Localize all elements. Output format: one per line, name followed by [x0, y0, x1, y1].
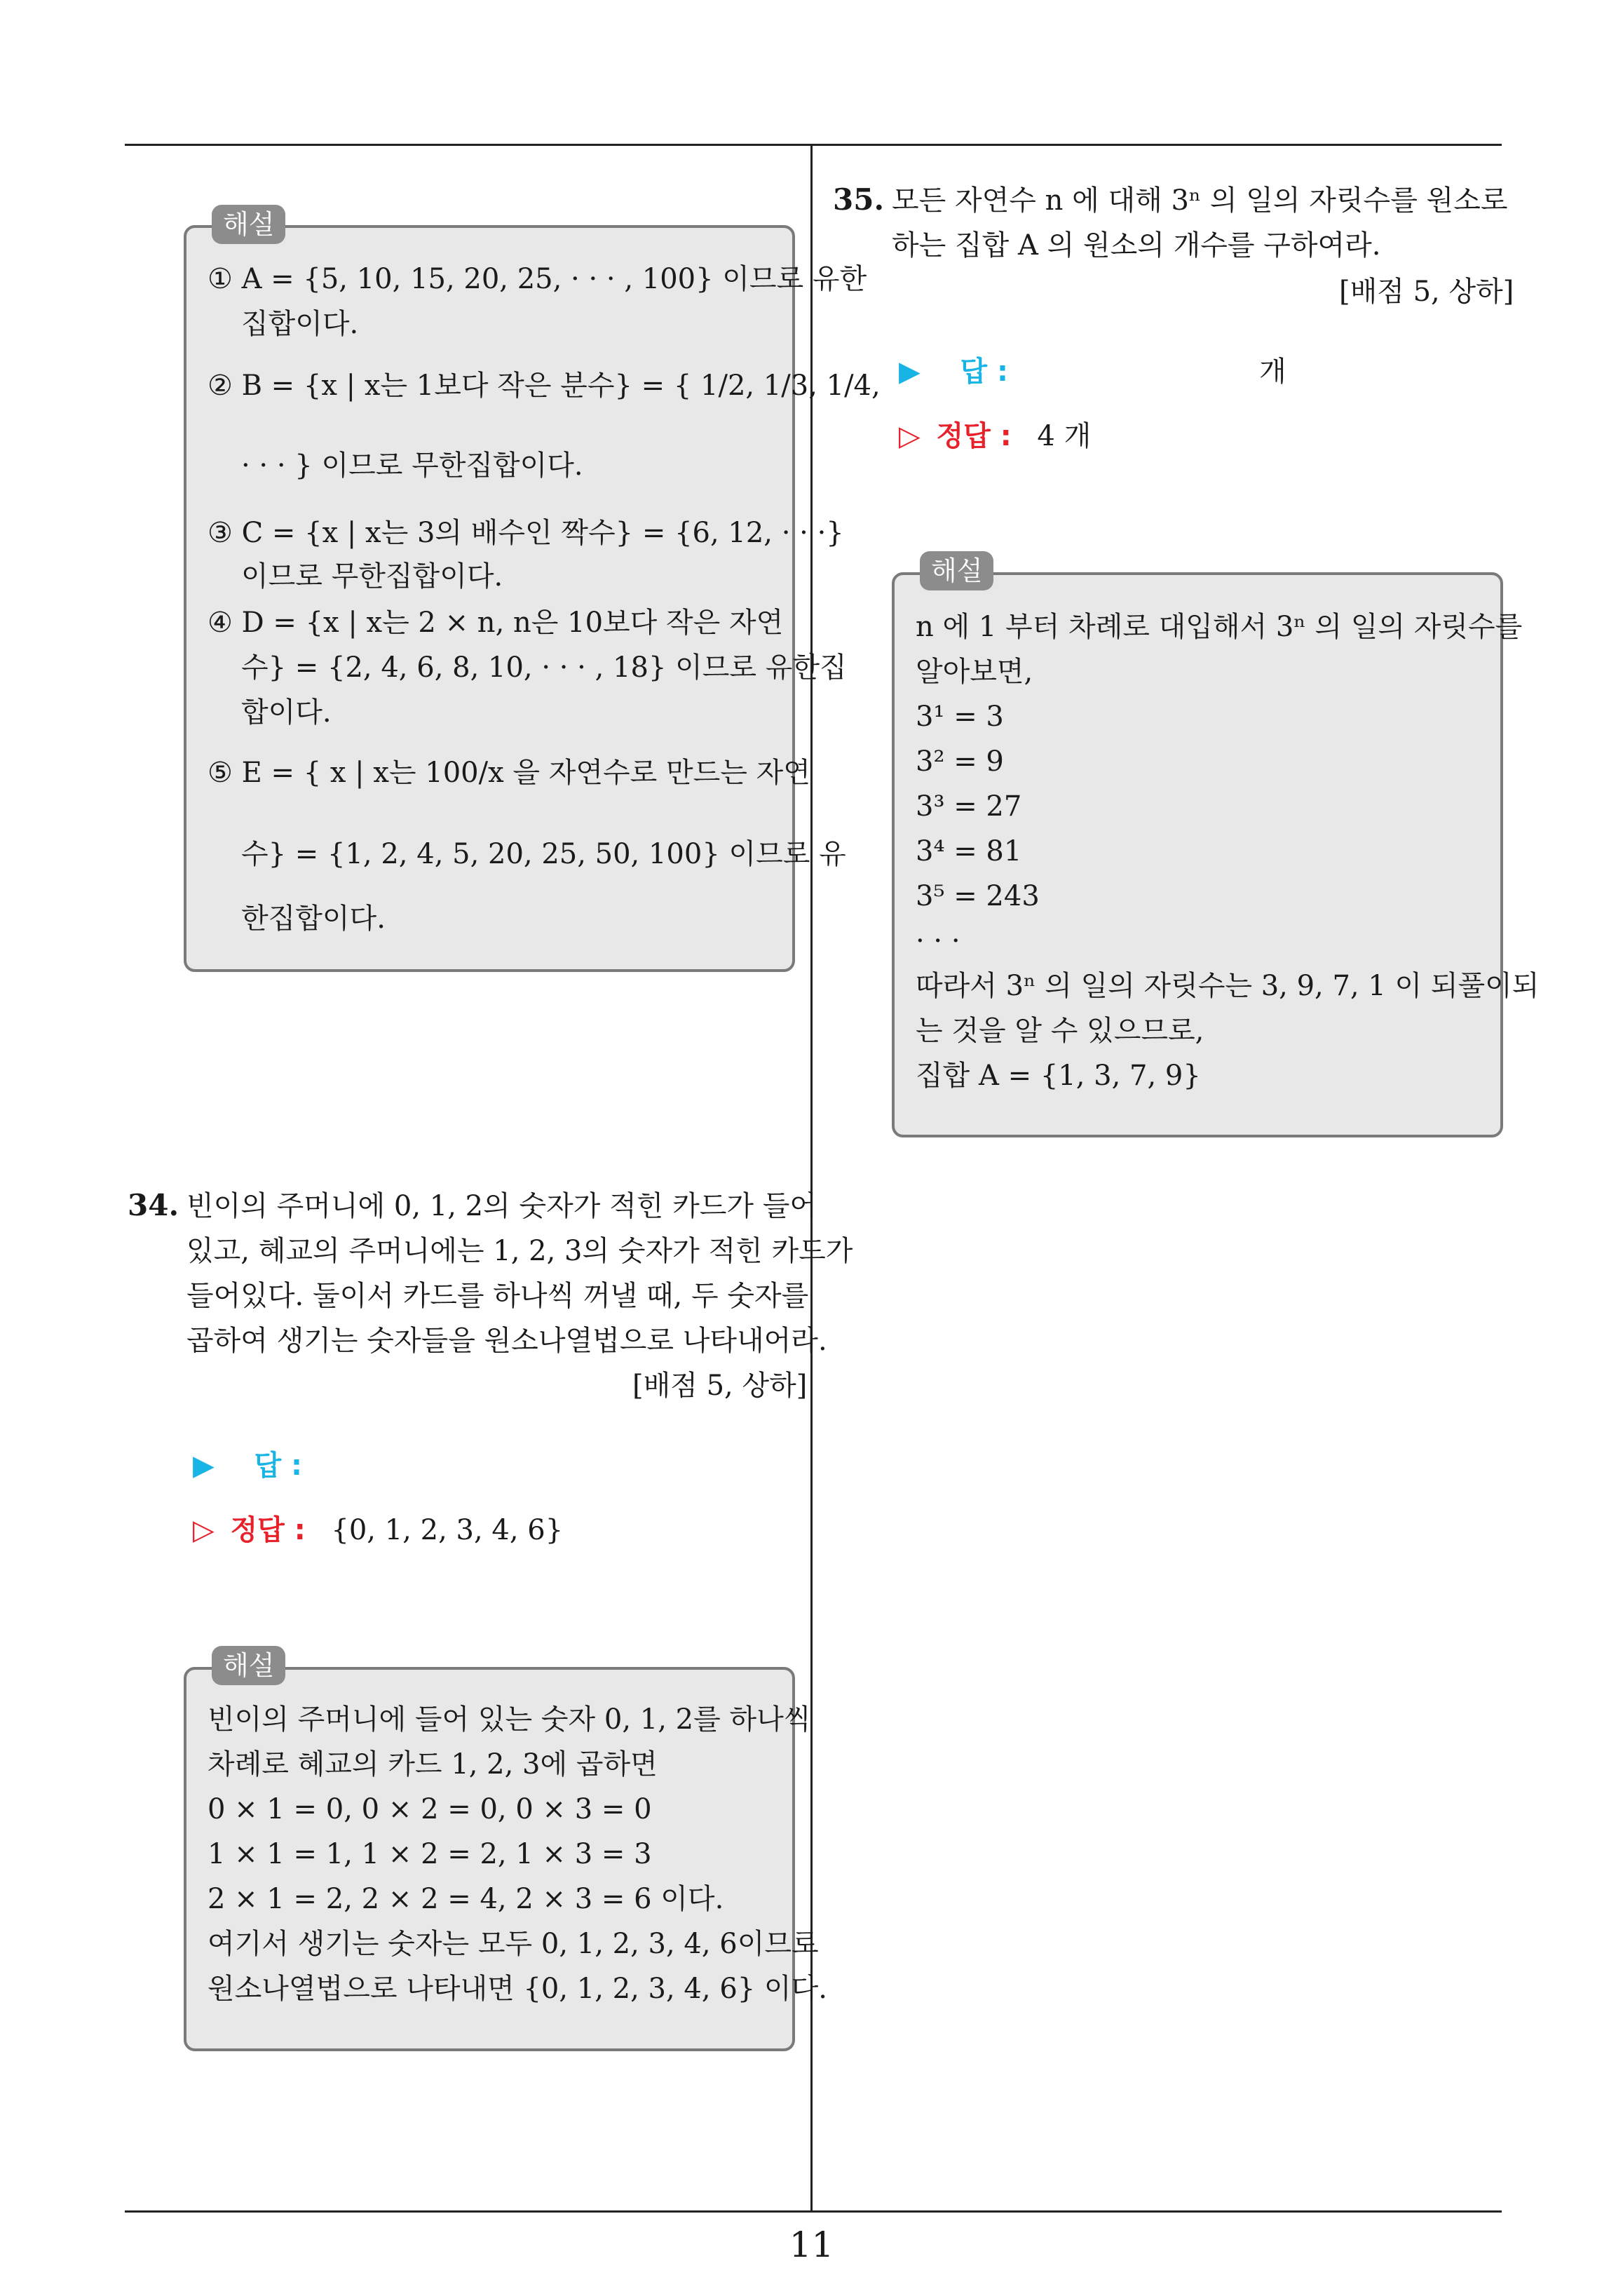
q35-number: 35. [833, 182, 885, 217]
q35-sol-line: 3² = 9 [916, 745, 1004, 778]
q33-solution-tag: 해설 [212, 205, 285, 244]
q35-solution-tag: 해설 [920, 551, 993, 590]
q35-sol-line: 3⁵ = 243 [916, 880, 1040, 912]
q35-points: [배점 5, 상하] [1339, 276, 1514, 308]
q34-question-line: 있고, 혜교의 주머니에는 1, 2, 3의 숫자가 적힌 카드가 [186, 1235, 853, 1267]
q35-sol-line: 3³ = 27 [916, 790, 1022, 823]
q35-correct-label: 정답 : [936, 420, 1012, 452]
q34-sol-line: 여기서 생기는 숫자는 모두 0, 1, 2, 3, 4, 6이므로 [208, 1928, 819, 1960]
q33-sol-line: 한집합이다. [241, 903, 386, 935]
q35-sol-line: 따라서 3ⁿ 의 일의 자릿수는 3, 9, 7, 1 이 되풀이되 [916, 970, 1540, 1002]
q34-correct-value: {0, 1, 2, 3, 4, 6} [331, 1514, 564, 1546]
q33-sol-line: ① A = {5, 10, 15, 20, 25, · · · , 100} 이므로 유한 [208, 263, 867, 295]
q34-sol-line: 0 × 1 = 0, 0 × 2 = 0, 0 × 3 = 0 [208, 1793, 652, 1825]
q33-sol-line: ④ D = {x | x는 2 × n, n은 10보다 작은 자연 [208, 607, 784, 639]
bottom-rule [125, 2210, 1502, 2213]
q34-sol-line: 차례로 혜교의 카드 1, 2, 3에 곱하면 [208, 1748, 658, 1781]
q33-sol-line: 수} = {2, 4, 6, 8, 10, · · · , 18} 이므로 유한집 [241, 651, 847, 684]
q33-sol-line: 수} = {1, 2, 4, 5, 20, 25, 50, 100} 이므로 유 [241, 838, 846, 870]
q33-sol-line: 집합이다. [241, 308, 359, 340]
q34-solution-tag: 해설 [212, 1646, 285, 1685]
q34-question-line: 곱하여 생기는 숫자들을 원소나열법으로 나타내어라. [186, 1325, 827, 1357]
q35-question-line: 하는 집합 A 의 원소의 개수를 구하여라. [892, 229, 1381, 262]
q33-sol-line: 이므로 무한집합이다. [241, 560, 503, 593]
q35-answer-unit: 개 [1259, 356, 1286, 388]
q33-sol-line: 합이다. [241, 696, 332, 729]
q34-points: [배점 5, 상하] [632, 1370, 808, 1402]
q35-sol-line: · · · [916, 925, 960, 957]
q34-question-line: 들어있다. 둘이서 카드를 하나씩 꺼낼 때, 두 숫자를 [186, 1280, 809, 1312]
q34-sol-line: 1 × 1 = 1, 1 × 2 = 2, 1 × 3 = 3 [208, 1838, 652, 1870]
outline-triangle-icon: ▷ [899, 420, 921, 452]
q35-answer-row [899, 358, 1008, 386]
q34-number: 34. [128, 1188, 179, 1222]
q35-question-line: 모든 자연수 n 에 대해 3ⁿ 의 일의 자릿수를 원소로 [892, 184, 1508, 217]
column-divider [810, 144, 813, 2212]
q35-sol-line: n 에 1 부터 차례로 대입해서 3ⁿ 의 일의 자릿수를 [916, 611, 1523, 643]
q34-sol-line: 원소나열법으로 나타내면 {0, 1, 2, 3, 4, 6} 이다. [208, 1973, 827, 2005]
top-rule [125, 144, 1502, 146]
q34-answer-row [193, 1452, 302, 1480]
q33-sol-line: ② B = {x | x는 1보다 작은 분수} = { 1/2, 1/3, 1/4, [208, 370, 881, 402]
play-triangle-icon: ▶ [899, 356, 921, 388]
q33-sol-line: ⑤ E = { x | x는 100/x 을 자연수로 만드는 자연 [208, 757, 810, 789]
q34-sol-line: 빈이의 주머니에 들어 있는 숫자 0, 1, 2를 하나씩 [208, 1703, 811, 1736]
q34-question-line: 빈이의 주머니에 0, 1, 2의 숫자가 적힌 카드가 들어 [186, 1190, 817, 1222]
q35-correct-value: 4 개 [1037, 420, 1092, 452]
q34-correct-row [193, 1516, 563, 1544]
q35-sol-line: 3¹ = 3 [916, 701, 1004, 733]
play-triangle-icon: ▶ [193, 1450, 215, 1482]
q35-correct-row [899, 422, 1091, 450]
outline-triangle-icon: ▷ [193, 1514, 215, 1546]
q33-sol-line: · · · } 이므로 무한집합이다. [241, 450, 583, 482]
page-number: 11 [789, 2224, 834, 2265]
q35-sol-line: 는 것을 알 수 있으므로, [916, 1015, 1204, 1047]
q35-sol-line: 알아보면, [916, 656, 1033, 688]
q35-sol-line: 집합 A = {1, 3, 7, 9} [916, 1060, 1201, 1092]
q35-answer-label: 답 : [960, 356, 1009, 388]
q34-sol-line: 2 × 1 = 2, 2 × 2 = 4, 2 × 3 = 6 이다. [208, 1883, 724, 1915]
q33-sol-line: ③ C = {x | x는 3의 배수인 짝수} = {6, 12, · · ·} [208, 517, 844, 549]
q34-correct-label: 정답 : [230, 1514, 306, 1546]
q34-answer-label: 답 : [254, 1450, 303, 1482]
q35-sol-line: 3⁴ = 81 [916, 835, 1022, 867]
